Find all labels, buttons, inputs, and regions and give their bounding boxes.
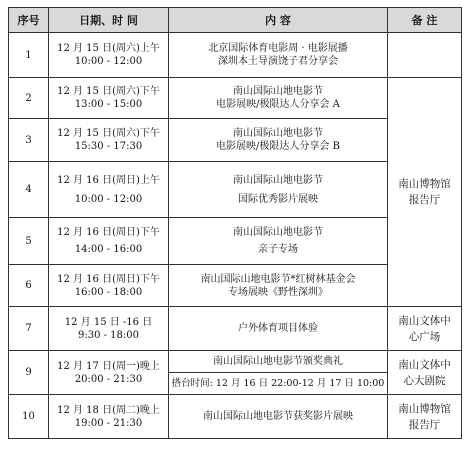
row-date-day: 12 月 16 日(周日)下午 [57,227,160,238]
venue-plaza [388,307,462,351]
row-content [169,351,388,373]
row-date-day: 12 月 15 日 -16 日 [64,316,153,328]
row-date [49,395,169,439]
row-content [169,265,388,307]
row-content [169,307,388,351]
row-content-line: 南山国际山地电影节 [233,86,323,97]
header-date: 日期、时 间 [49,8,169,33]
row-date-time: 20:00 - 21:30 [74,373,143,385]
row-date-time: 15:30 - 17:30 [74,141,143,152]
table-row [9,78,462,119]
row-index: 2 [9,78,49,119]
venue-line: 南山博物馆 [398,402,451,415]
row-note-empty [388,33,462,78]
row-date-time: 19:00 - 21:30 [74,417,143,429]
row-date [49,162,169,218]
row-date [49,351,169,395]
venue-line: 南山文体中 [398,314,451,327]
row-index: 4 [9,162,49,218]
row-date-time: 9:30 - 18:00 [77,329,139,341]
header-index: 序号 [9,8,49,33]
venue-line: 心广场 [408,330,441,343]
table-row [9,307,462,351]
row-date [49,33,169,78]
row-date-time: 13:00 - 15:00 [74,99,143,110]
schedule-sheet [8,7,461,449]
row-index: 10 [9,395,49,439]
row-content-line: 深圳本土导演饶子君分享会 [218,56,338,67]
row-date [49,78,169,119]
row-content-line: 南山国际山地电影节 [233,128,323,139]
row-index: 7 [9,307,49,351]
row-content-line: 南山国际山地电影节 [233,227,323,238]
table-row [9,351,462,373]
row-content [169,162,388,218]
row-content-line: 国际优秀影片展映 [238,193,318,205]
row-date-day: 12 月 15 日(周六)上午 [57,43,160,54]
header-note: 备 注 [388,8,462,33]
row-content-line: 南山国际山地电影节获奖影片展映 [203,411,353,422]
row-date-day: 12 月 16 日(周日)下午 [57,273,160,285]
row-date [49,307,169,351]
venue-line: 心大剧院 [403,374,446,387]
row-content [169,218,388,265]
venue-museum [388,78,462,307]
row-content-line: 南山国际山地电影节*红树林基金会 [200,273,356,285]
row-content [169,395,388,439]
row-date [49,265,169,307]
schedule-table [8,7,462,439]
row-date-day: 12 月 18 日(周二)晚上 [57,404,160,416]
row-content-line: 专场展映《野性深圳》 [228,286,328,298]
venue-line: 报告厅 [408,194,441,206]
table-row [9,33,462,78]
row-index: 3 [9,119,49,162]
venue-theater [388,351,462,395]
row-date-time: 16:00 - 18:00 [74,286,143,298]
row-date-day: 12 月 16 日(周日)上午 [57,174,160,186]
header-row [9,8,462,33]
row-content-line: 电影展映/极限达人分享会 A [216,99,340,110]
row-content-line: 南山国际山地电影节 [233,174,323,186]
row-index: 1 [9,33,49,78]
table-row [9,395,462,439]
row-content [169,33,388,78]
row-date-time: 14:00 - 16:00 [74,244,143,255]
row-date-day: 12 月 15 日(周六)下午 [57,128,160,139]
row-date-day: 12 月 17 日(周一)晚上 [57,360,160,372]
row-date [49,119,169,162]
row-index: 9 [9,351,49,395]
venue-line: 南山文体中 [398,358,451,371]
row-content-line: 户外体育项目体验 [238,323,318,334]
row-date-day: 12 月 15 日(周六)下午 [57,86,160,97]
venue-line: 南山博物馆 [398,178,451,190]
row-date [49,218,169,265]
venue-museum-2 [388,395,462,439]
row-content-line: 电影展映/极限达人分享会 B [216,141,340,152]
row-content-line: 南山国际山地电影节颁奖典礼 [213,356,343,367]
venue-line: 报告厅 [408,418,441,431]
row-index: 5 [9,218,49,265]
row-content-line: 北京国际体育电影周 · 电影展播 [208,43,348,54]
row-content-line: 亲子专场 [258,244,298,255]
row-date-time: 10:00 - 12:00 [74,56,143,67]
row-index: 6 [9,265,49,307]
header-content: 内 容 [169,8,388,33]
row-content [169,78,388,119]
row-content [169,119,388,162]
row-date-time: 10:00 - 12:00 [74,193,143,205]
row-setup-time: 搭台时间: 12 月 16 日 22:00-12 月 17 日 10:00 [169,373,388,395]
